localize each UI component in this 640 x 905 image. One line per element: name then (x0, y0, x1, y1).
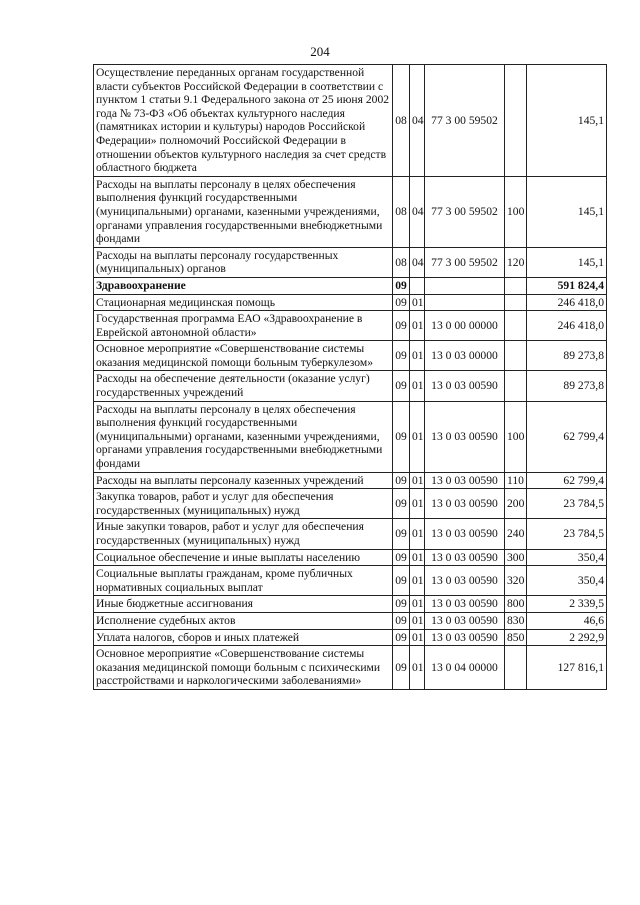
expense-name: Социальные выплаты гражданам, кроме публичных нормативных социальных выплат (94, 566, 393, 596)
expense-name: Осуществление переданных органам государственной власти субъектов Российской Федерации в соответствии с пунктом 1 статьи 9.1 Федерального закона от 25 июня 2002 года № 73-ФЗ «Об объектах культурного наследия (памятниках истории и культуры) народов Российской Федерации» полномочий Российской Федерации в отношении объектов культурного наследия за счет средств областного бюджета (94, 65, 393, 177)
section-code: 09 (393, 341, 410, 371)
target-article-code: 13 0 03 00590 (425, 519, 505, 549)
section-code: 08 (393, 247, 410, 277)
table-row (94, 294, 607, 311)
amount: 62 799,4 (527, 401, 607, 472)
amount: 145,1 (527, 65, 607, 177)
amount: 2 339,5 (527, 596, 607, 613)
section-code: 09 (393, 549, 410, 566)
amount: 23 784,5 (527, 489, 607, 519)
table-row (94, 341, 607, 371)
target-article-code: 13 0 03 00590 (425, 612, 505, 629)
table-row (94, 472, 607, 489)
budget-table-body (94, 65, 607, 690)
page-number: 204 (310, 44, 330, 59)
target-article-code: 77 3 00 59502 (425, 65, 505, 177)
expense-type-code: 800 (505, 596, 527, 613)
target-article-code: 13 0 00 00000 (425, 311, 505, 341)
subsection-code: 01 (410, 566, 425, 596)
expense-type-code: 850 (505, 629, 527, 646)
amount: 145,1 (527, 247, 607, 277)
amount: 2 292,9 (527, 629, 607, 646)
table-row (94, 401, 607, 472)
amount: 46,6 (527, 612, 607, 629)
expense-type-code: 100 (505, 176, 527, 247)
section-code: 09 (393, 277, 410, 294)
expense-type-code: 100 (505, 401, 527, 472)
section-code: 08 (393, 176, 410, 247)
table-row (94, 176, 607, 247)
expense-type-code (505, 277, 527, 294)
target-article-code (425, 294, 505, 311)
subsection-code: 01 (410, 311, 425, 341)
target-article-code: 13 0 03 00590 (425, 566, 505, 596)
table-row (94, 371, 607, 401)
table-row (94, 519, 607, 549)
expense-type-code: 320 (505, 566, 527, 596)
amount: 89 273,8 (527, 341, 607, 371)
amount: 89 273,8 (527, 371, 607, 401)
expense-type-code (505, 65, 527, 177)
expense-type-code (505, 294, 527, 311)
expense-name: Расходы на выплаты персоналу в целях обеспечения выполнения функций государственными (муниципальными) органами, казенными учреждениями, органами управления государственными внебюджетными фондами (94, 176, 393, 247)
expense-type-code (505, 646, 527, 690)
expense-type-code: 830 (505, 612, 527, 629)
expense-name: Расходы на выплаты персоналу государственных (муниципальных) органов (94, 247, 393, 277)
target-article-code: 13 0 03 00590 (425, 371, 505, 401)
target-article-code: 13 0 03 00590 (425, 472, 505, 489)
subsection-code: 04 (410, 65, 425, 177)
subsection-code: 01 (410, 519, 425, 549)
amount: 23 784,5 (527, 519, 607, 549)
section-code: 09 (393, 519, 410, 549)
subsection-code: 01 (410, 371, 425, 401)
expense-name: Исполнение судебных актов (94, 612, 393, 629)
expense-name: Закупка товаров, работ и услуг для обеспечения государственных (муниципальных) нужд (94, 489, 393, 519)
table-row (94, 596, 607, 613)
subsection-code: 01 (410, 549, 425, 566)
expense-name: Социальное обеспечение и иные выплаты населению (94, 549, 393, 566)
section-code: 09 (393, 612, 410, 629)
target-article-code: 13 0 03 00590 (425, 629, 505, 646)
section-code: 09 (393, 566, 410, 596)
table-row (94, 549, 607, 566)
expense-name: Уплата налогов, сборов и иных платежей (94, 629, 393, 646)
target-article-code: 77 3 00 59502 (425, 176, 505, 247)
expense-type-code (505, 371, 527, 401)
section-code: 08 (393, 65, 410, 177)
target-article-code: 13 0 03 00000 (425, 341, 505, 371)
amount: 591 824,4 (527, 277, 607, 294)
table-row (94, 277, 607, 294)
section-code: 09 (393, 646, 410, 690)
section-code: 09 (393, 629, 410, 646)
table-row (94, 566, 607, 596)
section-code: 09 (393, 311, 410, 341)
section-code: 09 (393, 294, 410, 311)
budget-table (93, 64, 607, 690)
subsection-code: 01 (410, 472, 425, 489)
target-article-code (425, 277, 505, 294)
table-row (94, 65, 607, 177)
amount: 246 418,0 (527, 294, 607, 311)
subsection-code: 01 (410, 646, 425, 690)
subsection-code: 01 (410, 341, 425, 371)
table-row (94, 646, 607, 690)
target-article-code: 77 3 00 59502 (425, 247, 505, 277)
amount: 127 816,1 (527, 646, 607, 690)
expense-type-code: 110 (505, 472, 527, 489)
target-article-code: 13 0 03 00590 (425, 596, 505, 613)
section-code: 09 (393, 472, 410, 489)
subsection-code: 01 (410, 612, 425, 629)
expense-name: Стационарная медицинская помощь (94, 294, 393, 311)
target-article-code: 13 0 04 00000 (425, 646, 505, 690)
expense-name: Расходы на выплаты персоналу в целях обеспечения выполнения функций государственными (муниципальными) органами, казенными учреждениями, органами управления государственными внебюджетными фондами (94, 401, 393, 472)
section-code: 09 (393, 596, 410, 613)
expense-name: Расходы на обеспечение деятельности (оказание услуг) государственных учреждений (94, 371, 393, 401)
section-code: 09 (393, 401, 410, 472)
expense-name: Здравоохранение (94, 277, 393, 294)
target-article-code: 13 0 03 00590 (425, 401, 505, 472)
subsection-code: 01 (410, 294, 425, 311)
amount: 246 418,0 (527, 311, 607, 341)
table-row (94, 629, 607, 646)
table-row (94, 247, 607, 277)
expense-type-code: 120 (505, 247, 527, 277)
amount: 62 799,4 (527, 472, 607, 489)
expense-name: Иные закупки товаров, работ и услуг для обеспечения государственных (муниципальных) нужд (94, 519, 393, 549)
subsection-code: 01 (410, 629, 425, 646)
expense-name: Основное мероприятие «Совершенствование системы оказания медицинской помощи больным туберкулезом» (94, 341, 393, 371)
subsection-code: 01 (410, 401, 425, 472)
expense-type-code (505, 341, 527, 371)
amount: 350,4 (527, 566, 607, 596)
table-row (94, 311, 607, 341)
table-row (94, 612, 607, 629)
table-row (94, 489, 607, 519)
section-code: 09 (393, 371, 410, 401)
target-article-code: 13 0 03 00590 (425, 489, 505, 519)
section-code: 09 (393, 489, 410, 519)
subsection-code: 01 (410, 489, 425, 519)
target-article-code: 13 0 03 00590 (425, 549, 505, 566)
expense-name: Основное мероприятие «Совершенствование системы оказания медицинской помощи больным с психическими расстройствами и наркологическими заболеваниями» (94, 646, 393, 690)
expense-name: Расходы на выплаты персоналу казенных учреждений (94, 472, 393, 489)
expense-type-code (505, 311, 527, 341)
subsection-code: 04 (410, 247, 425, 277)
subsection-code (410, 277, 425, 294)
amount: 145,1 (527, 176, 607, 247)
expense-name: Государственная программа ЕАО «Здравоохранение в Еврейской автономной области» (94, 311, 393, 341)
subsection-code: 04 (410, 176, 425, 247)
expense-type-code: 200 (505, 489, 527, 519)
expense-type-code: 300 (505, 549, 527, 566)
subsection-code: 01 (410, 596, 425, 613)
expense-name: Иные бюджетные ассигнования (94, 596, 393, 613)
amount: 350,4 (527, 549, 607, 566)
expense-type-code: 240 (505, 519, 527, 549)
